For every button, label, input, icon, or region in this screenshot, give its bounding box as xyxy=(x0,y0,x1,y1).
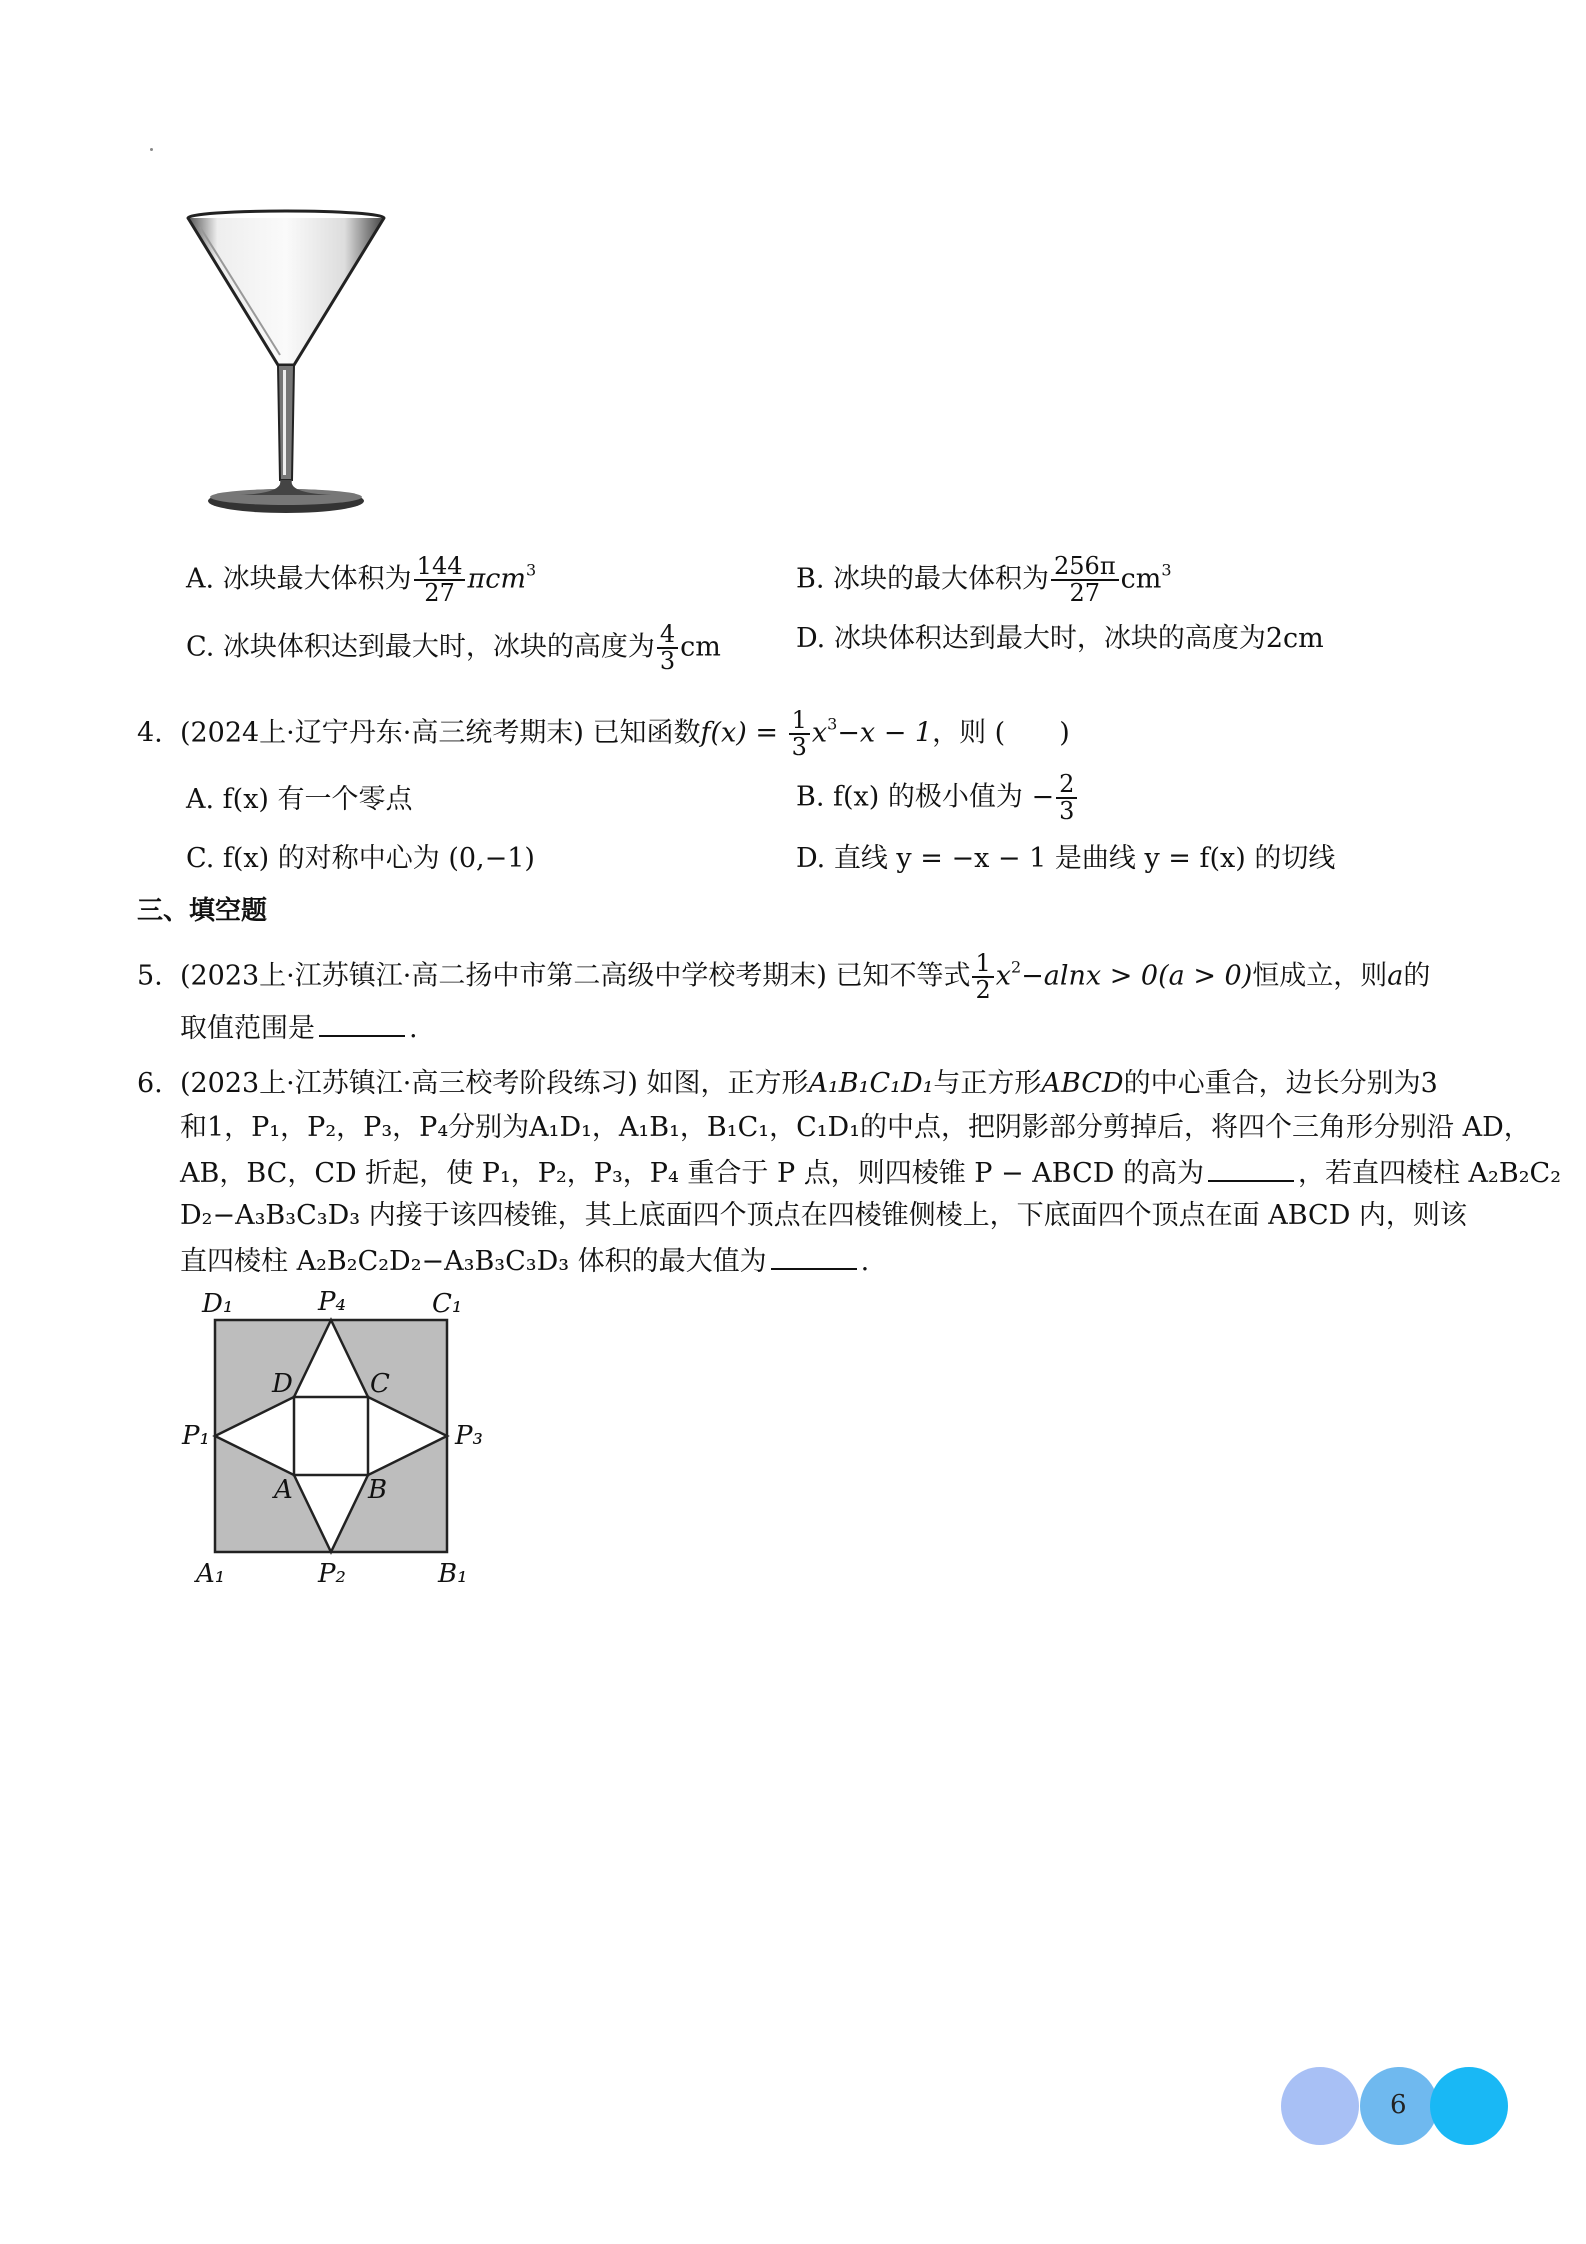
label-D1: D₁ xyxy=(202,1289,234,1319)
q4-stem: 4. (2024上·辽宁丹东·高三统考期末) 已知函数f(x) = $\frac{1}{3}$ $x^3-x - 1$，则 ( ) xyxy=(137,706,1070,762)
square-fold-diagram xyxy=(170,1280,500,1600)
label-D: D xyxy=(272,1369,293,1399)
stray-dot xyxy=(150,148,153,151)
q3-option-d[interactable]: D. 冰块体积达到最大时，冰块的高度为2cm xyxy=(796,623,1324,654)
q3-option-b[interactable]: B. 冰块的最大体积为 $\frac{256\pi}{27}$ $cm^3$ xyxy=(796,552,1172,608)
page-badge-left-circle xyxy=(1281,2067,1359,2145)
label-A1: A₁ xyxy=(196,1559,226,1589)
answer-blank[interactable] xyxy=(771,1246,857,1270)
label-B: B xyxy=(368,1475,388,1505)
q4-option-d[interactable]: D. 直线 y = −x − 1 是曲线 y = f(x) 的切线 xyxy=(796,843,1336,874)
fraction: $\frac{1}{3}$ xyxy=(789,708,810,760)
label-B1: B₁ xyxy=(438,1559,468,1589)
page-number: 6 xyxy=(1390,2090,1407,2120)
fraction: $\frac{256\pi}{27}$ xyxy=(1051,554,1119,606)
q4-option-c[interactable]: C. f(x) 的对称中心为 (0,−1) xyxy=(186,843,535,874)
q6-line5: 直四棱柱 A₂B₂C₂D₂−A₃B₃C₃D₃ 体积的最大值为 . xyxy=(180,1246,870,1277)
q5-line2: 取值范围是 . xyxy=(180,1013,418,1044)
q5-stem: 5. (2023上·江苏镇江·高二扬中市第二高级中学校考期末) 已知不等式 $\frac{1}{2}$ $x^2-alnx > 0(a > 0)$恒成立，则a的 xyxy=(137,949,1431,1005)
q6-line4: D₂−A₃B₃C₃D₃ 内接于该四棱锥，其上底面四个顶点在四棱锥侧棱上，下底面四个顶点在面 ABCD 内，则该 xyxy=(180,1200,1467,1231)
fraction: $\frac{144}{27}$ xyxy=(414,554,466,606)
label-A: A xyxy=(274,1475,293,1505)
label-P4: P₄ xyxy=(318,1287,346,1317)
page-badge-right-circle xyxy=(1430,2067,1508,2145)
label-P2: P₂ xyxy=(318,1559,346,1589)
fraction: $\frac{4}{3}$ xyxy=(657,622,678,674)
q6-line1: 6. (2023上·江苏镇江·高三校考阶段练习) 如图，正方形A₁B₁C₁D₁与正方形ABCD的中心重合，边长分别为3 xyxy=(137,1068,1438,1099)
martini-glass-image xyxy=(180,205,400,525)
answer-blank[interactable] xyxy=(319,1013,405,1037)
label-P1: P₁ xyxy=(182,1421,210,1451)
inner-square xyxy=(294,1397,368,1475)
answer-blank[interactable] xyxy=(1208,1158,1294,1182)
q6-line3: AB，BC，CD 折起，使 P₁，P₂，P₃，P₄ 重合于 P 点，则四棱锥 P − ABCD 的高为 ，若直四棱柱 A₂B₂C₂ xyxy=(180,1158,1562,1189)
q4-option-b[interactable]: B. f(x) 的极小值为 − $\frac{2}{3}$ xyxy=(796,772,1079,824)
fraction: $\frac{2}{3}$ xyxy=(1056,772,1077,824)
label-C1: C₁ xyxy=(432,1289,463,1319)
fraction: $\frac{1}{2}$ xyxy=(972,951,993,1003)
label-C: C xyxy=(370,1369,390,1399)
q3-option-a[interactable]: A. 冰块最大体积为 $\frac{144}{27}$ πcm$^3$ xyxy=(186,552,537,608)
section-title-fill-in: 三、填空题 xyxy=(137,896,268,926)
q4-option-a[interactable]: A. f(x) 有一个零点 xyxy=(186,784,413,815)
q6-line2: 和1，P₁，P₂，P₃，P₄分别为A₁D₁，A₁B₁，B₁C₁，C₁D₁的中点，把阴影部分剪掉后，将四个三角形分别沿 AD， xyxy=(180,1112,1531,1143)
label-P3: P₃ xyxy=(455,1421,483,1451)
q3-option-c[interactable]: C. 冰块体积达到最大时，冰块的高度为 $\frac{4}{3}$ cm xyxy=(186,620,721,676)
